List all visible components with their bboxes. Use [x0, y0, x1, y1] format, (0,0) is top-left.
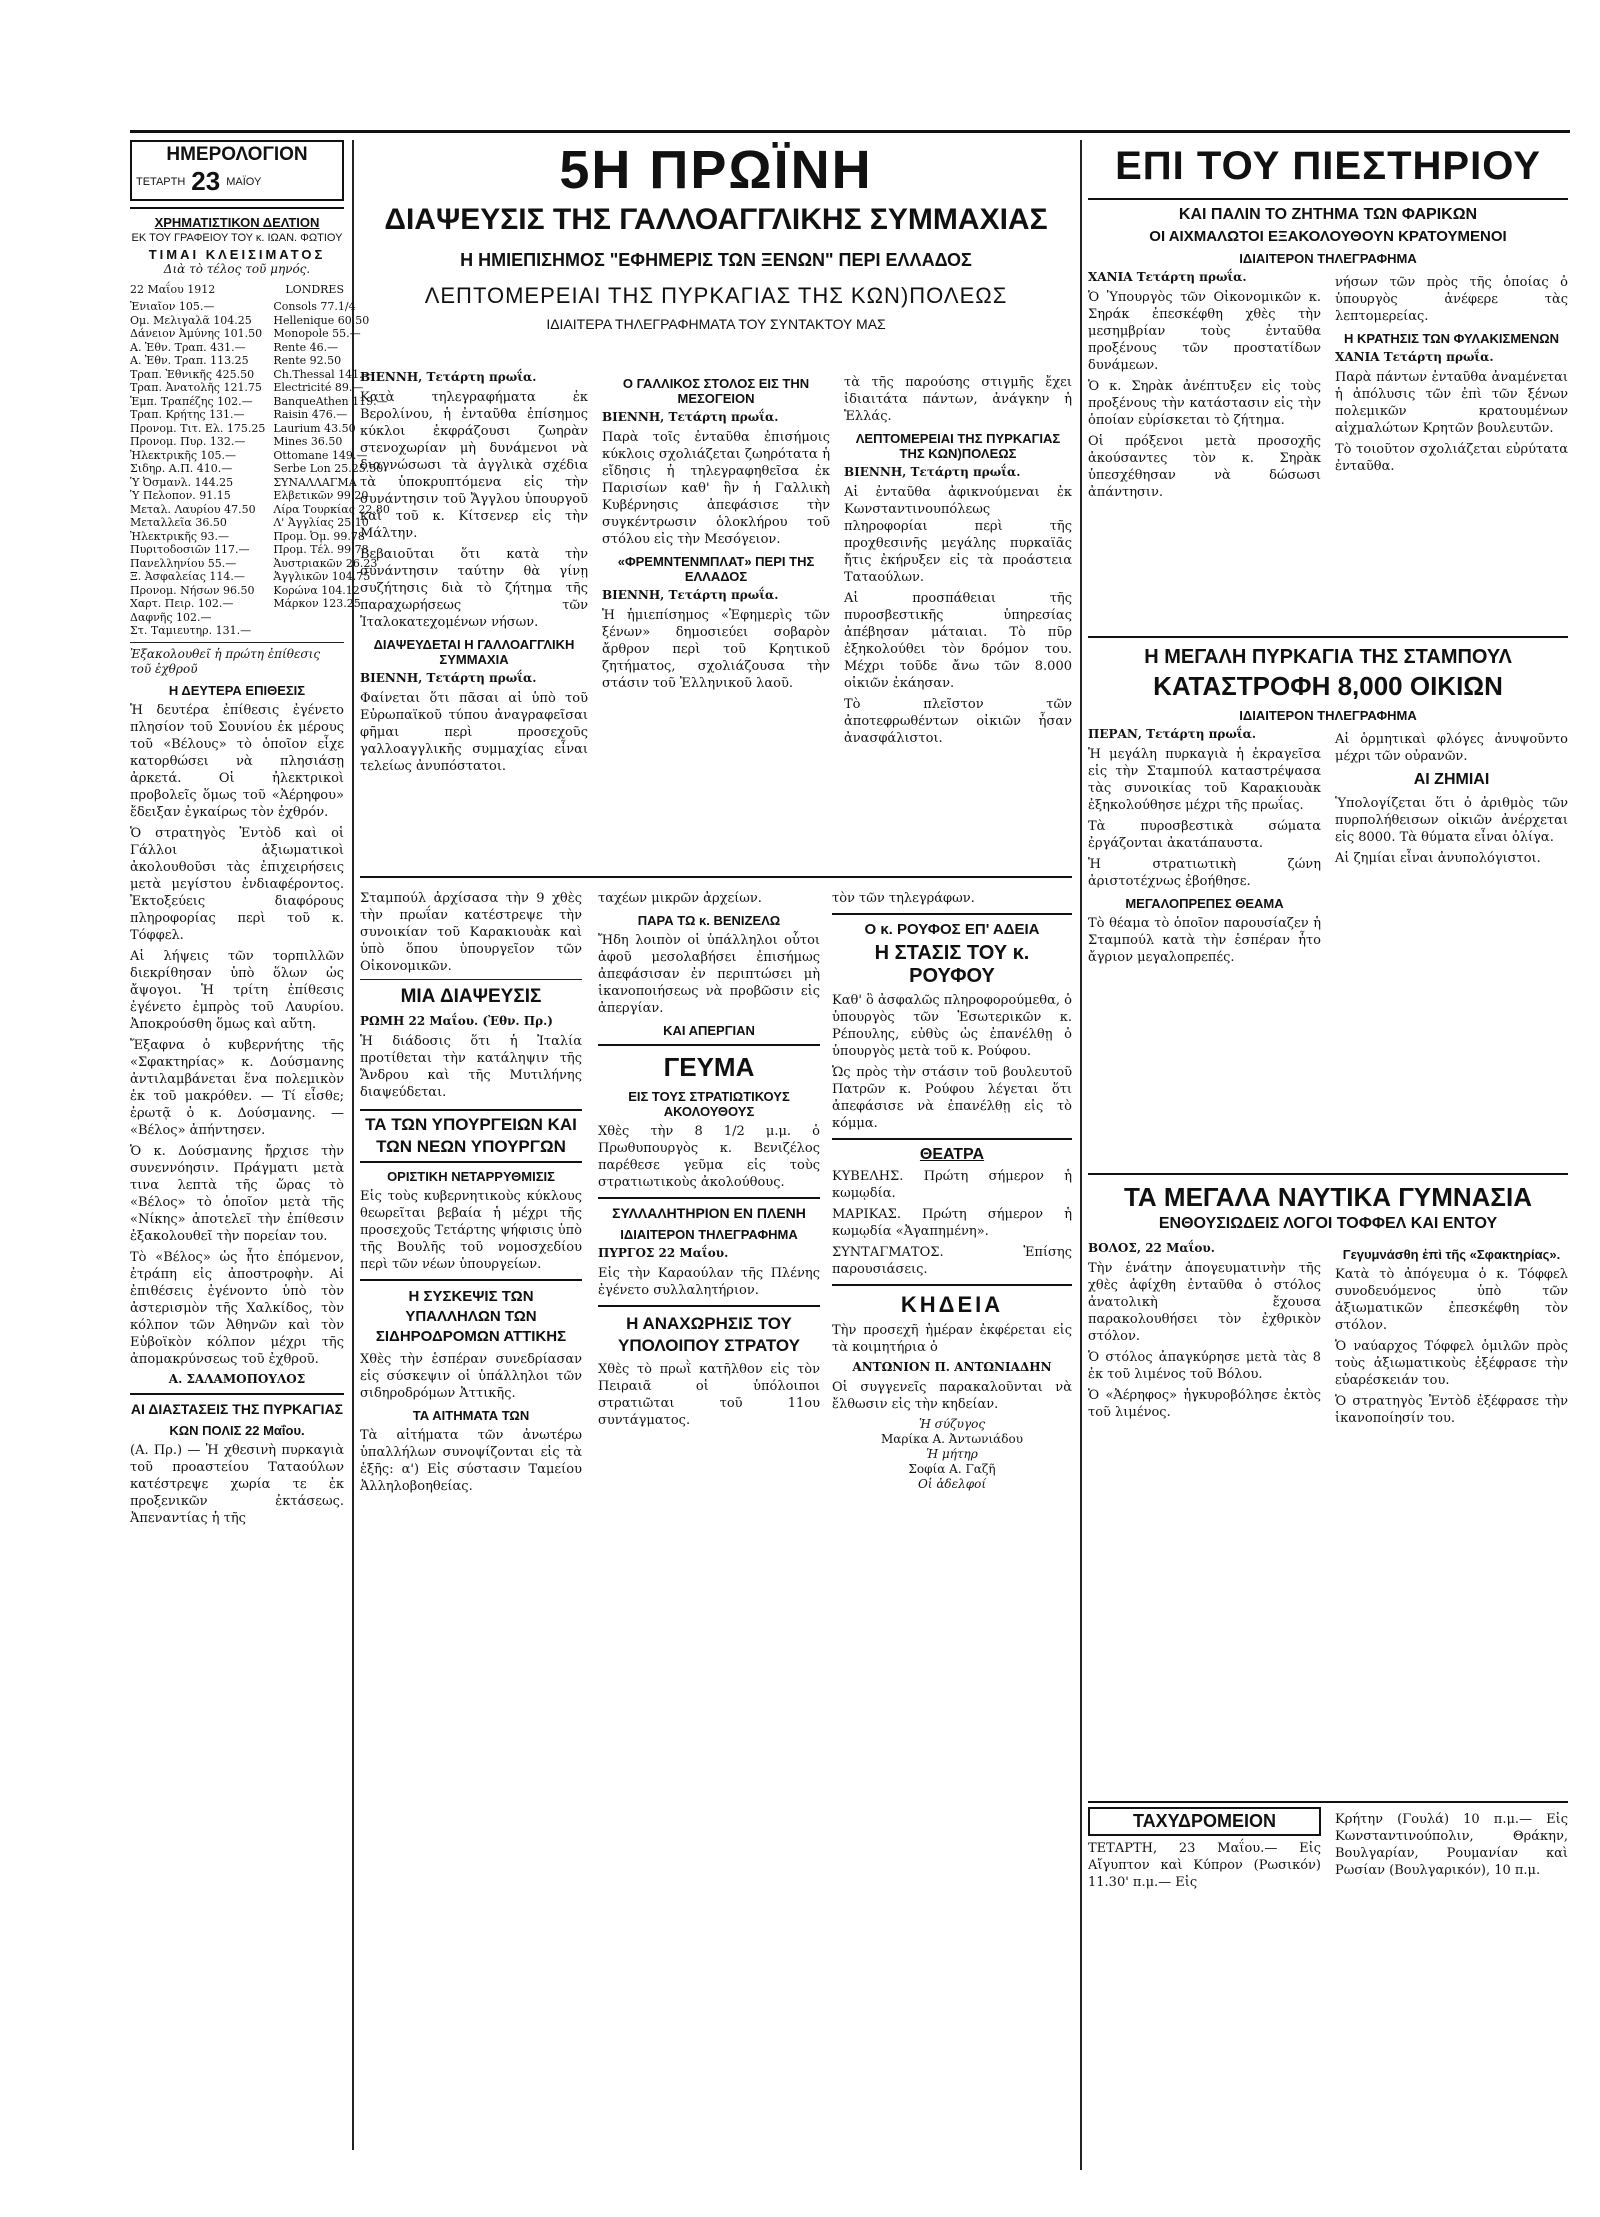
edition-title: 5Η ΠΡΩΪΝΗ: [559, 140, 873, 200]
dateline: ΧΑΝΙΑ Τετάρτη πρωΐα.: [1335, 350, 1494, 364]
article-paragraph: Ὁ ναύαρχος Τόφφελ ὁμιλῶν πρὸς τοὺς ἀξιωματικοὺς ἐξέφρασε τὴν εὐαρέσκειάν του.: [1335, 1339, 1568, 1388]
rate-line: Τραπ. Κρήτης 131.—: [130, 408, 245, 421]
article-heading: Η ΚΡΑΤΗΣΙΣ ΤΩΝ ΦΥΛΑΚΙΣΜΕΝΩΝ: [1343, 331, 1560, 346]
rate-line: Προμ. Τέλ. 99.78: [273, 543, 369, 556]
dateline: ΒΟΛΟΣ, 22 Μαΐου.: [1088, 1241, 1215, 1255]
rate-line: Ἀυστριακῶν 26.23: [273, 556, 378, 570]
funeral-family: Σοφία Α. Γαζῆ: [908, 1462, 996, 1476]
funeral-heading: ΚΗΔΕΙΑ: [900, 1292, 1004, 1317]
left-dateline: ΚΩΝ ΠΟΛΙΣ 22 Μαΐου.: [169, 1422, 305, 1438]
lower-col-1: [360, 886, 582, 2206]
market-prices-title: ΤΙΜΑΙ ΚΛΕΙΣΙΜΑΤΟΣ: [148, 247, 326, 262]
rate-line: Λ' Ἀγγλίας 25.10: [273, 516, 369, 529]
article-paragraph: Αἱ ἐνταῦθα ἀφικνούμεναι ἐκ Κωνσταντινουπόλεως πληροφορίαι περὶ τῆς προχθεσινῆς μεγάλης πυρκαϊᾶς ἤτις ἐκήρυξεν εἰς τὰ προάστεια Ταταούλων.: [844, 485, 1072, 585]
dateline: ΒΙΕΝΝΗ, Τετάρτη πρωΐα.: [360, 370, 537, 384]
rate-line: Δάνειον Ἀμύνης 101.50: [130, 327, 263, 340]
article-paragraph: Χθὲς τὴν ἑσπέραν συνεδρίασαν εἰς σύσκεψιν οἱ ὑπάλληλοι τῶν σιδηροδρόμων Ἀττικῆς.: [360, 1352, 582, 1401]
rate-line: Ομ. Μελιγαλᾶ 104.25: [130, 313, 252, 327]
article-heading: ΑΙ ΖΗΜΙΑΙ: [1413, 771, 1490, 788]
naval-subheadline: ΕΝΘΟΥΣΙΩΔΕΙΣ ΛΟΓΟΙ ΤΟΦΦΕΛ ΚΑΙ ΕΝΤΟΥ: [1158, 1215, 1498, 1232]
article-paragraph: Ὁ στόλος ἀπαγκύρησε μετὰ τὰς 8 ἐκ τοῦ λιμένος τοῦ Βόλου.: [1088, 1350, 1321, 1382]
article-heading: Η ΣΤΑΣΙΣ ΤΟΥ κ. ΡΟΥΦΟΥ: [874, 942, 1030, 987]
dateline: ΒΙΕΝΝΗ, Τετάρτη πρωΐα.: [602, 588, 779, 602]
rate-line: Προνομ. Νήσων 96.50: [130, 583, 255, 597]
right-col-6: [1335, 1241, 1568, 1801]
main-lower-columns: [360, 886, 820, 2206]
market-note: Διὰ τὸ τέλος τοῦ μηνός.: [163, 262, 311, 276]
theatres-heading: ΘΕΑΤΡΑ: [919, 1146, 985, 1163]
article-paragraph: Τὰ πυροσβεστικὰ σώματα ἐργάζονται ἀκατάπαυστα.: [1088, 819, 1321, 851]
market-rates: [130, 300, 390, 638]
right-col-1: [1088, 270, 1321, 630]
main-subheadline: Η ΗΜΙΕΠΙΣΗΜΟΣ "ΕΦΗΜΕΡΙΣ ΤΩΝ ΞΕΝΩΝ" ΠΕΡΙ ΕΛΛΑΔΟΣ: [460, 250, 972, 270]
main-upper-columns: [360, 370, 1072, 870]
rate-line: Τραπ. Ἀνατολῆς 121.75: [130, 381, 262, 394]
rate-line: Rente 92.50: [273, 354, 342, 367]
main-col-2: [602, 370, 830, 870]
article-heading: ΤΑ ΑΙΤΗΜΑΤΑ ΤΩΝ: [412, 1408, 530, 1423]
article-heading: Ο κ. ΡΟΥΦΟΣ ΕΠ' ΑΔΕΙΑ: [864, 921, 1040, 938]
funeral-family: Ἡ σύζυγος: [918, 1417, 986, 1431]
dateline: ΠΥΡΓΟΣ 22 Μαΐου.: [598, 1246, 729, 1260]
main-deck: ΛΕΠΤΟΜΕΡΕΙΑΙ ΤΗΣ ΠΥΡΚΑΓΙΑΣ ΤΗΣ ΚΩΝ)ΠΟΛΕΩΣ: [424, 283, 1008, 308]
main-headline-block: [360, 140, 1072, 370]
telegram-label: ΙΔΙΑΙΤΕΡΟΝ ΤΗΛΕΓΡΑΦΗΜΑ: [1239, 251, 1417, 266]
section-rule: [360, 876, 1072, 878]
calendar-day: 23: [191, 166, 221, 196]
calendar-weekday: ΤΕΤΑΡΤΗ: [136, 175, 186, 188]
rate-line: Ἐμπ. Τραπέζης 102.—: [130, 394, 253, 408]
left-paragraph: Ὁ κ. Δούσμανης ἤρχισε τὴν συνεννόησιν. Πράγματι μετὰ τινα λεπτὰ τῆς ὥρας τὸ «Βέλος» τὸ ὁποῖον μετὰ τῆς «Νίκης» ἀποτελεῖ τὴν ἐπίθεσιν ἐξακολουθεῖ τὴν πορείαν του.: [130, 1143, 344, 1244]
left-signature: Α. ΣΑΛΑΜΟΠΟΥΛΟΣ: [168, 1371, 306, 1386]
left-paragraph: Ἔξαφνα ὁ κυβερνήτης τῆς «Σφακτηρίας» κ. Δούσμανης ἀντιλαμβάνεται ἕνα πολεμικὸν ἐκ τοῦ μακρόθεν. — Τί εἶσθε; ἐρωτᾷ ὁ κ. Δούσμανης. — «Βέλος» ἀπήντησεν.: [130, 1037, 344, 1138]
rate-line: Χαρτ. Πειρ. 102.—: [130, 597, 234, 610]
article-heading: ΠΑΡΑ ΤΩ κ. ΒΕΝΙΖΕΛΩ: [637, 913, 781, 928]
article-paragraph: Τὸ θέαμα τὸ ὁποῖον παρουσίαζεν ἡ Σταμπούλ κατὰ τὴν ἑσπέραν ἦτο ἄγριον μεγαλοπρεπές.: [1088, 916, 1321, 965]
article-paragraph: Παρὰ πάντων ἐνταῦθα ἀναμένεται ἡ ἀπόλυσις τῶν ἐπὶ τῶν ξένων πολεμικῶν κρατουμένων αἰχμαλώτων Κρητῶν βουλευτῶν.: [1335, 370, 1568, 436]
post-office-title: ΤΑΧΥΔΡΟΜΕΙΟΝ: [1088, 1807, 1321, 1836]
article-heading: ΛΕΠΤΟΜΕΡΕΙΑΙ ΤΗΣ ΠΥΡΚΑΓΙΑΣ ΤΗΣ ΚΩΝ)ΠΟΛΕΩΣ: [855, 431, 1061, 461]
market-heading: ΧΡΗΜΑΤΙΣΤΙΚΟΝ ΔΕΛΤΙΟΝ: [154, 215, 320, 230]
article-heading: «ΦΡΕΜΝΤΕΝΜΠΛΑΤ» ΠΕΡΙ ΤΗΣ ΕΛΛΑΔΟΣ: [617, 554, 815, 584]
calendar-month: ΜΑΪΟΥ: [226, 175, 262, 188]
dateline: ΡΩΜΗ 22 Μαΐου. (Ἐθν. Πρ.): [360, 1014, 553, 1028]
dateline: ΠΕΡΑΝ, Τετάρτη πρωΐα.: [1088, 727, 1257, 741]
rate-line: Πυριτοδοσιῶν 117.—: [130, 543, 250, 556]
article-paragraph: Σταμπούλ ἀρχίσασα τὴν 9 χθὲς τὴν πρωΐαν κατέστρεψε τὴν συνοικίαν τοῦ Καρακιουὰκ καὶ ὑπὸ ὅπου ὑπουργεῖον τῶν Οἰκονομικῶν.: [360, 891, 582, 974]
right-col-4: [1335, 727, 1568, 1167]
article-paragraph: Αἱ ζημίαι εἶναι ἀνυπολόγιστοι.: [1335, 851, 1541, 866]
dateline: ΒΙΕΝΝΗ, Τετάρτη πρωΐα.: [602, 410, 779, 424]
right-flag: ΕΠΙ ΤΟΥ ΠΙΕΣΤΗΡΙΟΥ: [1115, 144, 1541, 188]
rate-line: Τραπ. Ἐθνικῆς 425.50: [130, 367, 255, 381]
rate-line: Πανελληνίου 55.—: [130, 556, 237, 570]
rate-line: Δαφνῆς 102.—: [130, 610, 212, 624]
article-heading: Γεγυμνάσθη ἐπὶ τῆς «Σφακτηρίας».: [1342, 1247, 1561, 1262]
article-heading: Η ΑΝΑΧΩΡΗΣΙΣ ΤΟΥ ΥΠΟΛΟΙΠΟΥ ΣΤΡΑΤΟΥ: [618, 1314, 800, 1355]
article-heading: Ο ΓΑΛΛΙΚΟΣ ΣΤΟΛΟΣ ΕΙΣ ΤΗΝ ΜΕΣΟΓΕΙΟΝ: [622, 376, 810, 406]
article-paragraph: Ἡ διάδοσις ὅτι ἡ Ἰταλία προτίθεται τὴν κατάληψιν τῆς Ἄνδρου καὶ τῆς Μυτιλήνης διαψεύδεται.: [360, 1034, 582, 1100]
rates-left-list: [130, 300, 265, 638]
fire-subheadline: ΚΑΤΑΣΤΡΟΦΗ 8,000 ΟΙΚΙΩΝ: [1153, 671, 1503, 701]
article-heading: ΓΕΥΜΑ: [663, 1052, 755, 1082]
theatre-listing: ΚΥΒΕΛΗΣ. Πρώτη σήμερον ἡ κωμῳδία.: [832, 1169, 1072, 1201]
calendar-box: [130, 140, 344, 201]
article-paragraph: Χθὲς τὴν 8 1/2 μ.μ. ὁ Πρωθυπουργὸς κ. Βενιζέλος παρέθεσε γεῦμα εἰς τοὺς στρατιωτικοὺς ἀκολούθους.: [598, 1124, 820, 1190]
article-paragraph: Ὁ κ. Σηρὰκ ἀνέπτυξεν εἰς τοὺς προξένους τὴν κατάστασιν εἰς τὴν ὁποίαν εὑρίσκεται τὸ ζήτημα.: [1088, 379, 1321, 428]
rate-line: Mines 36.50: [273, 435, 343, 448]
rate-line: Λίρα Τουρκίας 22.80: [273, 502, 390, 516]
article-paragraph: Εἰς τοὺς κυβερνητικοὺς κύκλους θεωρεῖται βεβαία ἡ μέχρι τῆς προσεχοῦς Τετάρτης ψήφισις ὑπὸ τῆς Βουλῆς τοῦ νομοσχεδίου περὶ τῶν νέων ὑπουργείων.: [360, 1189, 582, 1272]
calendar-title: ΗΜΕΡΟΛΟΓΙΟΝ: [166, 144, 308, 165]
rate-line: Μεταλλεῖα 36.50: [130, 516, 227, 529]
article-paragraph: Τὸ πλεῖστον τῶν ἀποτεφρωθέντων οἰκιῶν ἦσαν ἀνασφάλιστοι.: [844, 697, 1072, 746]
article-paragraph: Ὁ στρατηγὸς Ἑντὸδ ἐξέφρασε τὴν ἱκανοποίησίν του.: [1335, 1394, 1568, 1426]
left-paragraph: Ὁ στρατηγὸς Ἑντὸδ καὶ οἱ Γάλλοι ἀξιωματικοὶ ἀκολουθοῦσι τὰς ἐπιχειρήσεις μετὰ μεγίστου ἐνδιαφέροντος. Ἐκτοξεύεις διαφόρους πληροφορίας περὶ τοῦ κ. Τόφφελ.: [130, 825, 344, 943]
article-paragraph: Αἱ προσπάθειαι τῆς πυροσβεστικῆς ὑπηρεσίας ἀπέβησαν μάταιαι. Τὸ πῦρ ἐξηκολούθει τὸν δρόμον του. Μέχρι τοῦδε ἄνω τῶν 8.000 οἰκιῶν ἐκάησαν.: [844, 591, 1072, 691]
article-paragraph: Οἱ πρόξενοι μετὰ προσοχῆς ἀκούσαντες τὸν κ. Σηρὰκ ὑπεσχέθησαν νὰ δώσωσι ἀπάντησιν.: [1088, 434, 1321, 500]
right-heading: ΚΑΙ ΠΑΛΙΝ ΤΟ ΖΗΤΗΜΑ ΤΩΝ ΦΑΡΙΚΩΝ: [1178, 206, 1478, 223]
rate-line: Monopole 55.—: [273, 327, 361, 340]
article-paragraph: Ὡς πρὸς τὴν στάσιν τοῦ βουλευτοῦ Πατρῶν κ. Ρούφου λέγεται ὅτι ἀπεφάσισε νὰ ἐπανέλθῃ εἰς τὸ κόμμα.: [832, 1065, 1072, 1131]
funeral-text: Τὴν προσεχῆ ἡμέραν ἐκφέρεται εἰς τὰ κοιμητήρια ὁ: [832, 1323, 1072, 1355]
article-paragraph: Ἡ ἡμιεπίσημος «Ἐφημερὶς τῶν ξένων» δημοσιεύει σοβαρὸν ἄρθρον περὶ τοῦ Κρητικοῦ ζητήματος, σχολιάζουσα τὴν στάσιν τοῦ Ἑλληνικοῦ λαοῦ.: [602, 608, 830, 691]
rate-line: Προνομ. Τιτ. Ελ. 175.25: [130, 421, 266, 435]
rate-line: Ottomane 149.—: [273, 448, 368, 462]
article-paragraph: Βεβαιοῦται ὅτι κατὰ τὴν συνάντησιν ταύτην θὰ γίνῃ συζήτησις διὰ τὸ ζήτημα τῆς παραχωρήσεως τῶν Ἰταλοκατεχομένων νήσων.: [360, 547, 588, 630]
rate-line: Ὑ Ὀσμανλ. 144.25: [130, 475, 234, 489]
rate-line: Ὑ Πελοπον. 91.15: [130, 489, 231, 502]
telegram-label: ΙΔΙΑΙΤΕΡΟΝ ΤΗΛΕΓΡΑΦΗΜΑ: [1239, 708, 1417, 723]
article-paragraph: Παρὰ τοῖς ἐνταῦθα ἐπισήμοις κύκλοις σχολιάζεται ζωηρότατα ἡ εἴδησις ἡ τηλεγραφηθεῖσα ἐκ Παρισίων καθ' ἣν ἡ Γαλλικὴ Κυβέρνησις ἀπεφάσισε τὴν συγκέντρωσιν ὁλοκλήρου τοῦ στόλου εἰς τὴν Μεσόγειον.: [602, 430, 830, 547]
rate-line: Ἐνιαῖον 105.—: [130, 300, 215, 313]
article-heading: ΤΑ ΤΩΝ ΥΠΟΥΡΓΕΙΩΝ ΚΑΙ ΤΩΝ ΝΕΩΝ ΥΠΟΥΡΓΩΝ: [360, 1109, 582, 1163]
funeral-family: Μαρίκα Α. Ἀντωνιάδου: [880, 1432, 1024, 1446]
right-section: [1088, 140, 1568, 2210]
market-caption: Ἐξακολουθεῖ ἡ πρώτη ἐπίθεσις τοῦ ἐχθροῦ: [130, 646, 321, 676]
funeral-family: Ἡ μήτηρ: [926, 1447, 978, 1461]
article-paragraph: Αἱ ὁρμητικαὶ φλόγες ἀνυψοῦντο μέχρι τῶν οὐρανῶν.: [1335, 732, 1568, 764]
theatre-listing: ΜΑΡΙΚΑΣ. Πρώτη σήμερον ἡ κωμῳδία «Ἀγαπημένη».: [832, 1207, 1072, 1239]
lower-col-2: [598, 886, 820, 2206]
right-col-2: [1335, 270, 1568, 630]
theatre-listing: ΣΥΝΤΑΓΜΑΤΟΣ. Ἐπίσης παρουσιάσεις.: [832, 1245, 1072, 1277]
left-heading-fire: ΑΙ ΔΙΑΣΤΑΣΕΙΣ ΤΗΣ ΠΥΡΚΑΓΙΑΣ: [130, 1400, 344, 1417]
rate-line: Consols 77.1/4: [273, 300, 356, 313]
article-paragraph: Ὁ Ὑπουργὸς τῶν Οἰκονομικῶν κ. Σηράκ ἐπεσκέφθη χθὲς τὴν μεσημβρίαν τοὺς ἐνταῦθα προξένους τῶν προστατίδων δυνάμεων.: [1088, 290, 1321, 373]
rate-line: Προνομ. Πυρ. 132.—: [130, 435, 246, 448]
article-paragraph: Φαίνεται ὅτι πᾶσαι αἱ ὑπὸ τοῦ Εὐρωπαϊκοῦ τύπου ἀναγραφεῖσαι φῆμαι περὶ προσεχοῦς γαλλοαγγλικῆς συμμαχίας εἶναι τελείως ἀνυπόστατοι.: [360, 691, 588, 774]
left-paragraph: Ἡ δευτέρα ἐπίθεσις ἐγένετο πλησίον τοῦ Σουνίου ἐκ μέρους τοῦ «Βέλους» τὸ ὁποῖον εἶχε κατορθώσει νὰ πλησιάσῃ ἀρκετά. Οἱ ἠλεκτρικοὶ προβολεῖς ὅμως τοῦ «Ἀέρηφου» ἔδειξαν ἐγκαίρως τὸν ἐχθρόν.: [130, 702, 344, 820]
right-heading: ΟΙ ΑΙΧΜΑΛΩΤΟΙ ΕΞΑΚΟΛΟΥΘΟΥΝ ΚΡΑΤΟΥΜΕΝΟΙ: [1149, 228, 1507, 245]
rate-line: BanqueAthen 119.—: [273, 394, 388, 408]
right-col-5: [1088, 1241, 1321, 1801]
article-paragraph: τὰ τῆς παρούσης στιγμῆς ἔχει ἰδιαιτάτα πάντων, ἀνάγκην ἡ Ἑλλάς.: [844, 375, 1072, 424]
article-paragraph: Καθ' ὃ ἀσφαλῶς πληροφορούμεθα, ὁ ὑπουργὸς τῶν Ἐσωτερικῶν κ. Ρέπουλης, εὐθὺς ὡς ἐπανέλθῃ ὁ ὑπουργὸς μετὰ τοῦ κ. Ρούφου.: [832, 993, 1072, 1059]
lower-col-3: [832, 886, 1072, 2206]
article-paragraph: Ὑπολογίζεται ὅτι ὁ ἀριθμὸς τῶν πυρπολήθεισων οἰκιῶν ἀνέρχεται εἰς 8000. Τὰ θύματα εἶναι ὀλίγα.: [1335, 796, 1568, 845]
left-column: [130, 140, 390, 2200]
rate-line: Ἠλεκτρικῆς 105.—: [130, 448, 237, 462]
right-col-3: [1088, 727, 1321, 1167]
left-heading-second-attack: Η ΔΕΥΤΕΡΑ ΕΠΙΘΕΣΙΣ: [168, 682, 306, 698]
article-heading: ΜΙΑ ΔΙΑΨΕΥΣΙΣ: [400, 986, 542, 1007]
main-headline: ΔΙΑΨΕΥΣΙΣ ΤΗΣ ΓΑΛΛΟΑΓΓΛΙΚΗΣ ΣΥΜΜΑΧΙΑΣ: [384, 203, 1048, 236]
main-col-3: [844, 370, 1072, 870]
rate-line: Κορώνα 104.12: [273, 583, 360, 597]
article-paragraph: Ἡ στρατιωτικὴ ζώνη ἀριστοτέχνως ἐβοήθησε.: [1088, 857, 1321, 889]
market-date: 22 Μαΐου 1912: [130, 283, 216, 296]
article-paragraph: Τὸ τοιοῦτον σχολιάζεται εὐρύτατα ἐνταῦθα.: [1335, 442, 1568, 474]
article-subheading: ΕΙΣ ΤΟΥΣ ΣΤΡΑΤΙΩΤΙΚΟΥΣ ΑΚΟΛΟΥΘΟΥΣ: [628, 1089, 790, 1119]
article-paragraph: Τὰ αἰτήματα τῶν ἀνωτέρω ὑπαλλήλων συνοψίζονται εἰς τὰ ἑξῆς: α') Εἰς σύστασιν Ταμείου Ἀλληλοβοηθείας.: [360, 1428, 582, 1494]
main-telegrams-label: ΙΔΙΑΙΤΕΡΑ ΤΗΛΕΓΡΑΦΗΜΑΤΑ ΤΟΥ ΣΥΝΤΑΚΤΟΥ ΜΑΣ: [546, 316, 886, 332]
article-subheading: ΙΔΙΑΙΤΕΡΟΝ ΤΗΛΕΓΡΑΦΗΜΑ: [620, 1227, 798, 1242]
article-heading: ΔΙΑΨΕΥΔΕΤΑΙ Η ΓΑΛΛΟΑΓΓΛΙΚΗ ΣΥΜΜΑΧΙΑ: [373, 637, 575, 667]
article-paragraph: νήσων τῶν πρὸς τῆς ὁποίας ὁ ὑπουργὸς ἀνέφερε τὰς λεπτομερείας.: [1335, 275, 1568, 324]
rate-line: Προμ. Ὀμ. 99.78: [273, 529, 365, 543]
rate-line: Μεταλ. Λαυρίου 47.50: [130, 502, 256, 516]
article-paragraph: Ὁ «Ἀέρηφος» ἠγκυροβόλησε ἐκτὸς τοῦ λιμένος.: [1088, 1388, 1321, 1420]
main-col-1: [360, 370, 588, 870]
article-paragraph: Ἤδη λοιπὸν οἱ ὑπάλληλοι οὗτοι ἀφοῦ μεσολαβήσει ἐπισήμως ἀπεφάσισαν ἐν περιπτώσει μὴ ἱκανοποιήσεως νὰ προβῶσιν εἰς ἀπεργίαν.: [598, 933, 820, 1016]
funeral-name: ΑΝΤΩΝΙΟΝ Π. ΑΝΤΩΝΙΑΔΗΝ: [852, 1360, 1052, 1374]
rate-line: Raisin 476.—: [273, 408, 348, 421]
rate-line: Hellenique 60.50: [273, 313, 370, 327]
naval-headline: ΤΑ ΜΕΓΑΛΑ ΝΑΥΤΙΚΑ ΓΥΜΝΑΣΙΑ: [1123, 1182, 1533, 1212]
rate-line: Ελβετικῶν 99.20: [273, 489, 369, 502]
rate-line: Laurium 43.50: [273, 421, 356, 435]
post-office-box: [1088, 1807, 1321, 1895]
dateline: ΒΙΕΝΝΗ, Τετάρτη πρωΐα.: [844, 465, 1021, 479]
article-subheading: ΟΡΙΣΤΙΚΗ ΝΕΤΑΡΡΥΘΜΙΣΙΣ: [387, 1169, 555, 1184]
rate-line: Rente 46.—: [273, 340, 339, 354]
rate-line: Serbe Lon 25.25.50: [273, 462, 384, 475]
rate-line: Ch.Thessal 141.—: [273, 367, 374, 381]
article-heading: ΣΥΛΛΑΛΗΤΗΡΙΟΝ ΕΝ ΠΛΕΝΗ: [612, 1205, 806, 1221]
masthead-rule: [130, 130, 1570, 133]
rate-line: Ἀγγλικῶν 104.75: [273, 570, 371, 583]
post-office-text: Κρήτην (Γουλά) 10 π.μ.— Εἰς Κωνσταντινούπολιν, Θράκην, Βουλγαρίαν, Ρουμανίαν καὶ Ρωσίαν (Βουλγαρικόν), 10 π.μ.: [1335, 1812, 1568, 1878]
market-office: ΕΚ ΤΟΥ ΓΡΑΦΕΙΟΥ ΤΟΥ κ. ΙΩΑΝ. ΦΩΤΙΟΥ: [131, 232, 343, 244]
post-office-text: ΤΕΤΑΡΤΗ, 23 Μαΐου.— Εἰς Αἴγυπτον καὶ Κύπρον (Ρωσικόν) 11.30' π.μ.— Εἰς: [1088, 1841, 1321, 1890]
rate-line: Ἠλεκτρικῆς 93.—: [130, 529, 230, 543]
article-paragraph: Χθὲς τὸ πρωῒ κατῆλθον εἰς τὸν Πειραιᾶ οἱ ὑπόλοιποι στρατιῶται τοῦ 11ου συντάγματος.: [598, 1362, 820, 1428]
article-heading: ΜΕΓΑΛΟΠΡΕΠΕΣ ΘΕΑΜΑ: [1125, 896, 1284, 911]
fire-headline: Η ΜΕΓΑΛΗ ΠΥΡΚΑΓΙΑ ΤΗΣ ΣΤΑΜΠΟΥΛ: [1144, 646, 1512, 668]
dateline: ΒΙΕΝΝΗ, Τετάρτη πρωΐα.: [360, 671, 537, 685]
rate-line: ΣΥΝΑΛΛΑΓΜΑ: [273, 475, 357, 489]
rate-line: Στ. Ταμιευτηρ. 131.—: [130, 624, 252, 637]
article-paragraph: Τὴν ἑνάτην ἀπογευματινὴν τῆς χθὲς ἀφίχθη ἐνταῦθα ὁ στόλος ἀνατολικὴ ἔχουσα παρακολουθήσει τὸν ἐχθρικὸν στόλον.: [1088, 1261, 1321, 1344]
rate-line: Α. Ἐθν. Τραπ. 113.25: [130, 354, 249, 367]
article-paragraph: τὸν τῶν τηλεγράφων.: [832, 891, 975, 906]
rate-line: Σιδηρ. Α.Π. 410.—: [130, 462, 233, 475]
article-paragraph: Ἡ μεγάλη πυρκαγιὰ ἡ ἐκραγεῖσα εἰς τὴν Σταμπούλ καταστρέψασα τὰς συνοικίας τοῦ Καρακιουὰκ ἐξηκολούθησε μέχρι τῆς πρωΐας.: [1088, 747, 1321, 813]
article-paragraph: Κατὰ τὸ ἀπόγευμα ὁ κ. Τόφφελ συνοδευόμενος ὑπὸ τῶν ἀξιωματικῶν ἐπεσκέφθη τὸν στόλον.: [1335, 1267, 1568, 1333]
article-heading: ΚΑΙ ΑΠΕΡΓΙΑΝ: [663, 1023, 755, 1038]
funeral-family: Οἱ ἀδελφοί: [917, 1477, 987, 1491]
rate-line: Α. Ἐθν. Τραπ. 431.—: [130, 340, 246, 354]
article-paragraph: Κατὰ τηλεγραφήματα ἐκ Βερολίνου, ἡ ἐνταῦθα ἐπίσημος κύκλοι ἐκφράζουσι ζωηρὰν στενοχωρίαν μὴ δυνάμενοι νὰ διαγνώσωσι τὰ ἀγγλικὰ σχέδια τὰ ὑποκρυπτόμενα εἰς τὴν συνάντησιν τοῦ Ἄγγλου ὑπουργοῦ καὶ τοῦ κ. Κίτσενερ εἰς τὴν Μάλτην.: [360, 390, 588, 541]
left-paragraph: Αἱ λήψεις τῶν τορπιλλῶν διεκρίθησαν ὑπὸ ὅλων ὡς ἄψογοι. Ἡ τρίτη ἐπίθεσις ἐγένετο ἐμπρὸς τοῦ Λαυρίου. Ἀποκρούσθη ὅμως καὶ αὕτη.: [130, 948, 344, 1032]
rate-line: Ξ. Ἀσφαλείας 114.—: [130, 570, 245, 583]
column-divider: [1080, 140, 1082, 2170]
left-paragraph: (Α. Πρ.) — Ἡ χθεσινὴ πυρκαγιὰ τοῦ προαστείου Ταταούλων κατέστρεψε χωρία τε ἐκ προξενικῶν ἐκτάσεως. Ἀπεναντίας ἡ τῆς: [130, 1442, 344, 1526]
left-paragraph: Τὸ «Βέλος» ὡς ἦτο ἐπόμενον, ἐτράπη εἰς ἀποστροφὴν. Αἱ ἐπιθέσεις ἐγένοντο ὑπὸ τὸν ἀστερισμὸν τῆς Χαλκίδος, τὸν κόλπον τῶν Ἀθηνῶν καὶ τὸν Εὐβοϊκὸν κόλπον μέχρι τῆς ἀπομακρύνσεως τοῦ ἐχθροῦ.: [130, 1249, 344, 1367]
rate-line: Electricité 89.—: [273, 381, 364, 394]
article-paragraph: Εἰς τὴν Καραούλαν τῆς Πλένης ἐγένετο συλλαλητήριον.: [598, 1266, 820, 1298]
article-heading: Η ΣΥΣΚΕΨΙΣ ΤΩΝ ΥΠΑΛΛΗΛΩΝ ΤΩΝ ΣΙΔΗΡΟΔΡΟΜΩΝ ΑΤΤΙΚΗΣ: [375, 1288, 567, 1345]
funeral-text: Οἱ συγγενεῖς παρακαλοῦνται νὰ ἔλθωσιν εἰς τὴν κηδείαν.: [832, 1380, 1072, 1412]
rate-line: Μάρκον 123.25: [273, 597, 361, 610]
dateline: ΧΑΝΙΑ Τετάρτη πρωΐα.: [1088, 270, 1247, 284]
article-paragraph: ταχέων μικρῶν ἀρχείων.: [598, 891, 762, 906]
market-london: LONDRES: [285, 283, 344, 296]
